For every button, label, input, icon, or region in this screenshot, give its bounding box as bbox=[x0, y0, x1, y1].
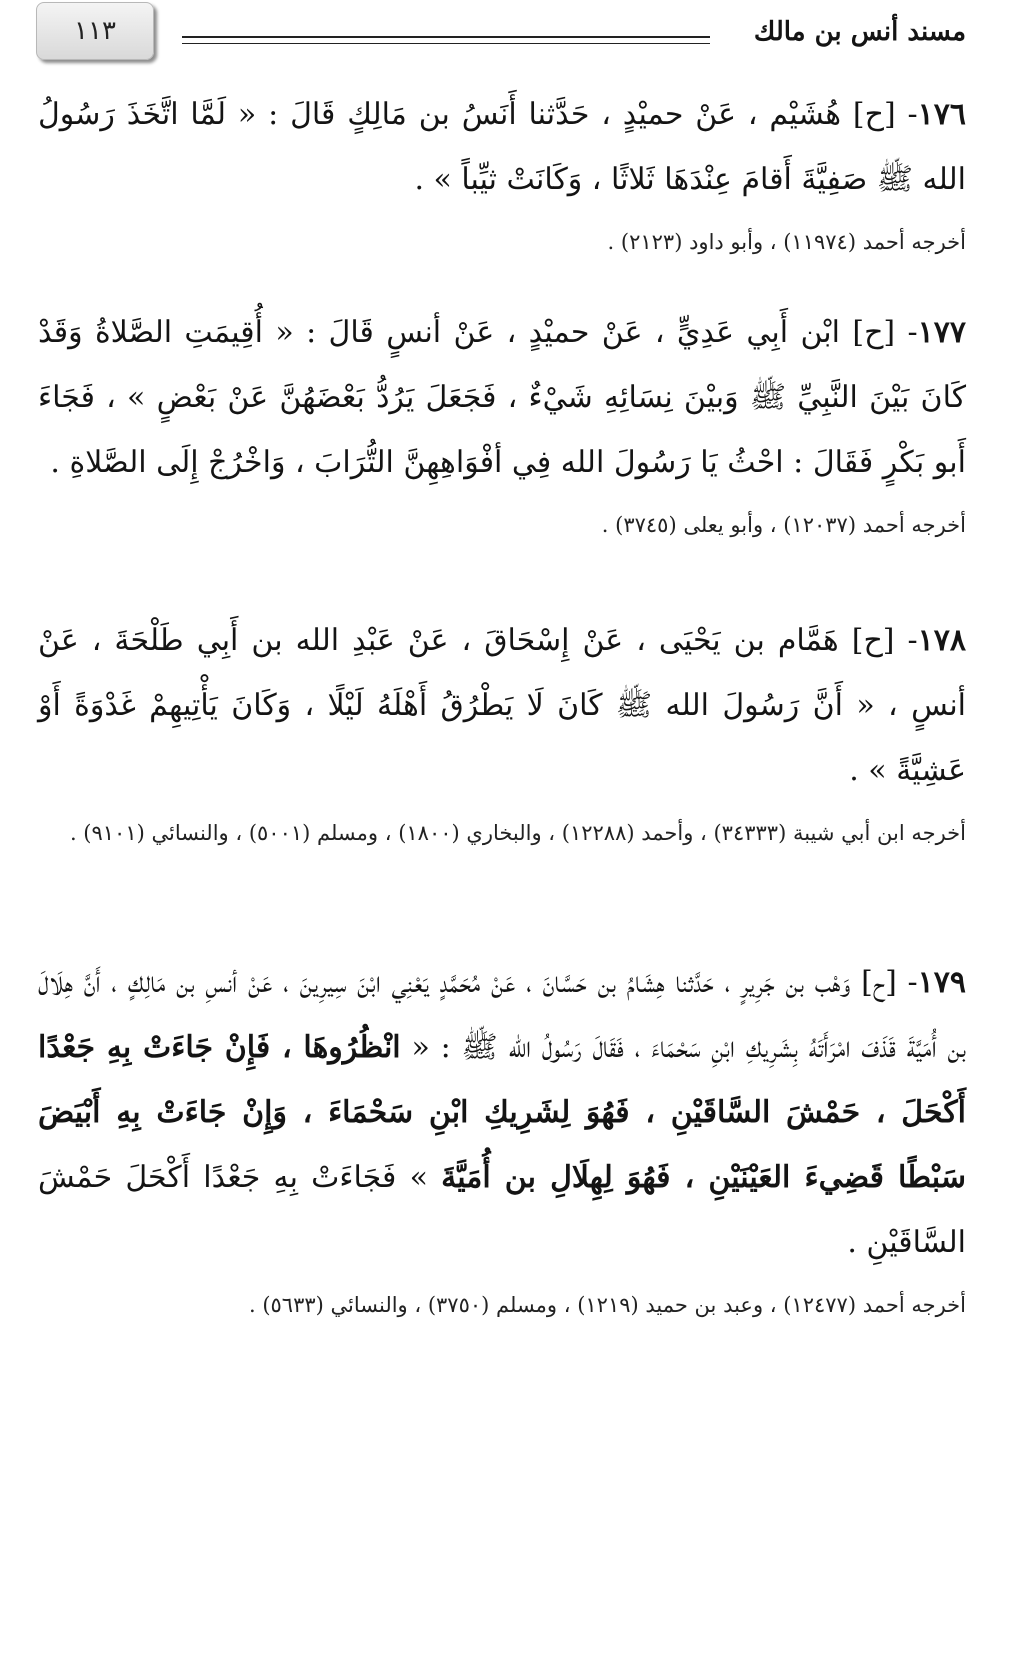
hadith-entry bbox=[38, 608, 966, 853]
hadith-text bbox=[38, 608, 966, 803]
hadith-text bbox=[38, 300, 966, 495]
hadith-takhrij: أخرجه أحمد (١٢٤٧٧) ، وعبد بن حميد (١٢١٩) ، ومسلم (٣٧٥٠) ، والنسائي (٥٦٣٣) . bbox=[248, 1293, 966, 1317]
hadith-prophetic-saying: انْظُرُوهَا ، فَإِنْ جَاءَتْ بِهِ جَعْدًا أَكْحَلَ ، حَمْشَ السَّاقَيْنِ ، فَهُوَ لِشَرِيكِ ابْنِ سَحْمَاءَ ، وَإِنْ جَاءَتْ بِهِ أَبْيَضَ سَبْطًا قَضِيءَ العَيْنَيْنِ ، فَهُوَ لِهِلَالِ بن أُمَيَّةَ bbox=[38, 1030, 966, 1195]
hadith-takhrij: أخرجه أحمد (١١٩٧٤) ، وأبو داود (٢١٢٣) . bbox=[607, 230, 966, 254]
hadith-body: - [ح] هُشَيْم ، عَنْ حميْدٍ ، حَدَّثنا أَنَسُ بن مَالِكٍ قَالَ : « لَمَّا اتَّخَذَ رَسُولُ الله ﷺ صَفِيَّةَ أَقامَ عِنْدَهَا ثَلاثًا ، وَكَانَتْ ثيِّباً » . bbox=[38, 97, 966, 197]
hadith-takhrij: أخرجه أحمد (١٢٠٣٧) ، وأبو يعلى (٣٧٤٥) . bbox=[601, 513, 966, 537]
header-rule bbox=[182, 36, 710, 44]
hadith-body-end: » فَجَاءَتْ بِهِ جَعْدًا أَكْحَلَ حَمْشَ السَّاقَيْنِ . bbox=[38, 1160, 966, 1260]
hadith-body: - [ح] هَمَّام بن يَحْيَى ، عَنْ إِسْحَاقَ ، عَنْ عَبْدِ الله بن أَبِي طَلْحَةَ ، عَنْ أنسٍ ، « أَنَّ رَسُولَ الله ﷺ كَانَ لَا يَطْرُقُ أَهْلَهُ لَيْلًا ، وَكَانَ يَأْتِيهِمْ غَدْوَةً أَوْ عَشِيَّةً » . bbox=[38, 623, 966, 788]
hadith-number: ١٧٧ bbox=[917, 315, 966, 350]
hadith-text bbox=[38, 82, 966, 212]
hadith-text bbox=[38, 950, 966, 1275]
hadith-entry bbox=[38, 82, 966, 262]
hadith-number: ١٧٩ bbox=[917, 965, 966, 1000]
hadith-number: ١٧٦ bbox=[917, 97, 966, 132]
hadith-body: - [ح] ابْن أَبِي عَدِيٍّ ، عَنْ حميْدٍ ، عَنْ أنسٍ قَالَ : « أُقِيمَتِ الصَّلاةُ وَقَدْ كَانَ بَيْنَ النَّبِيِّ ﷺ وَبيْنَ نِسَائِهِ شَيْءٌ ، فَجَعَلَ يَرُدُّ بَعْضَهُنَّ عَنْ بَعْضٍ » ، فَجَاءَ أَبو بَكْرٍ فَقَالَ : احْثُ يَا رَسُولَ الله فِي أفْوَاهِهِنَّ التُّرَابَ ، وَاخْرُجْ إِلَى الصَّلاةِ . bbox=[38, 315, 966, 480]
hadith-entry bbox=[38, 950, 966, 1325]
book-title: مسند أنس بن مالك bbox=[753, 17, 966, 47]
hadith-takhrij: أخرجه ابن أبي شيبة (٣٤٣٣٣) ، وأحمد (١٢٢٨٨) ، والبخاري (١٨٠٠) ، ومسلم (٥٠٠١) ، والنسائي (٩١٠١) . bbox=[69, 821, 966, 845]
hadith-number: ١٧٨ bbox=[917, 623, 966, 658]
blank-area bbox=[0, 1420, 1010, 1657]
page-number: ١١٣ bbox=[36, 2, 154, 60]
hadith-entry bbox=[38, 300, 966, 545]
hadith-body: - [ح] وَهْب بن جَرِيرٍ ، حَدَّثنا هِشَامُ بن حَسَّانَ ، عَنْ مُحَمَّدٍ يَعْنِي ابْنَ سِيرِينَ ، عَنْ أنسِ بن مَالِكٍ ، أَنَّ هِلَالَ بن أُمَيَّةَ قَذَفَ امْرَأَتَهُ بِشَرِيكِ ابْنِ سَحْمَاءَ ، فَقَالَ رَسُولُ الله ﷺ : « bbox=[38, 965, 966, 1065]
